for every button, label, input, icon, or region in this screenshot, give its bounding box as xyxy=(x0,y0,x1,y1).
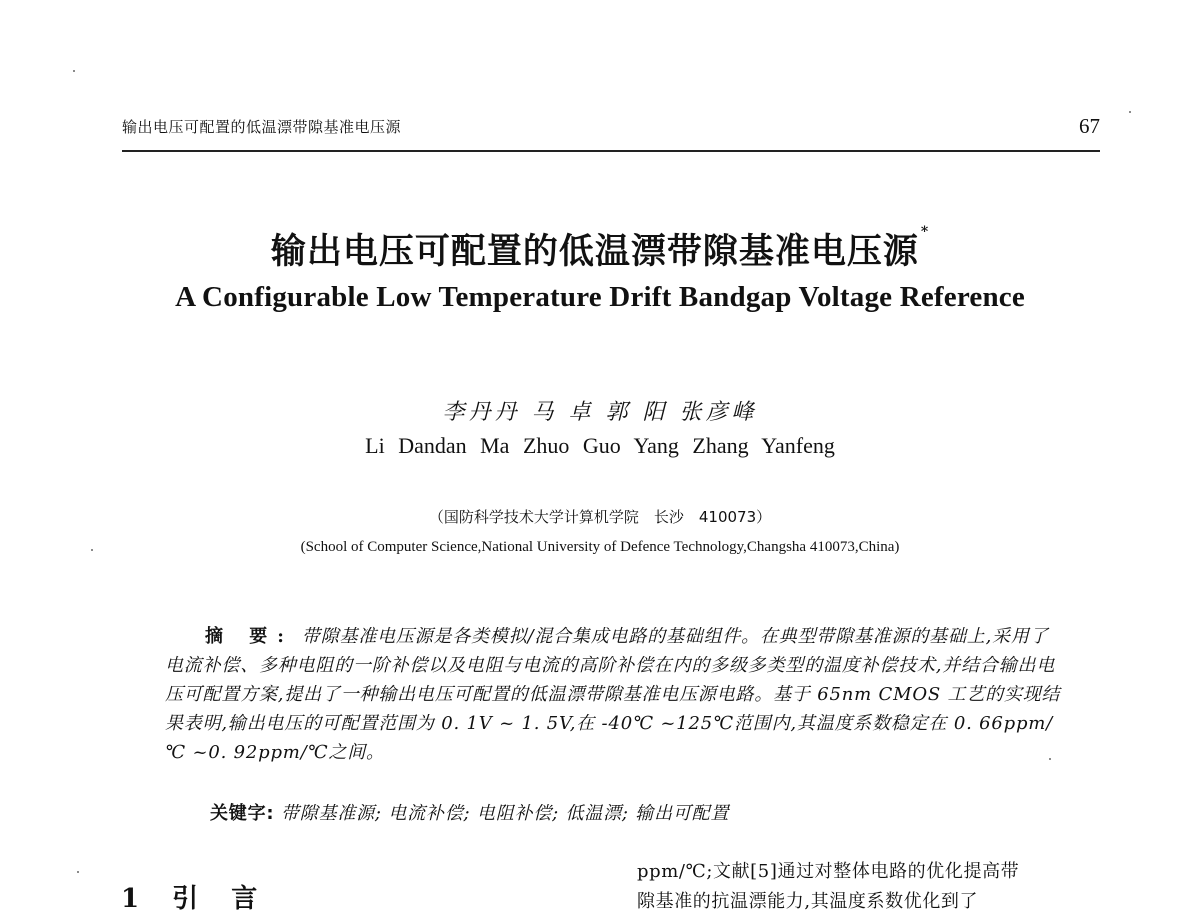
authors-english: Li Dandan Ma Zhuo Guo Yang Zhang Yanfeng xyxy=(365,433,835,458)
authors-chinese: 李丹丹 马 卓 郭 阳 张彦峰 xyxy=(442,400,758,425)
page-number: 67 xyxy=(1079,114,1100,138)
affiliation-chinese: （国防科学技术大学计算机学院 长沙 410073） xyxy=(428,508,772,526)
right-column-text xyxy=(637,857,1087,917)
keywords-body: 带隙基准源; 电流补偿; 电阻补偿; 低温漂; 输出可配置 xyxy=(280,803,730,824)
keywords xyxy=(210,799,1070,825)
scan-speck xyxy=(77,871,79,873)
paper-title-chinese xyxy=(0,224,1200,274)
abstract xyxy=(165,622,1067,767)
affiliation-english: (School of Computer Science,National University of Defence Technology,Changsha 410073,China) xyxy=(300,539,900,555)
abstract-body: 带隙基准电压源是各类模拟/混合集成电路的基础组件。在典型带隙基准源的基础上,采用了电流补偿、多种电阻的一阶补偿以及电阻与电流的高阶补偿在内的多级多类型的温度补偿技术,并结合输出电压可配置方案,提出了一种输出电压可配置的低温漂带隙基准电压源电路。基于 65nm CMOS 工艺的实现结果表明,输出电压的可配置范围为 0. 1V ~ 1. 5V,在 -40℃ ~125℃范围内,其温度系数稳定在 0. 66ppm/℃ ~0. 92ppm/℃之间。 xyxy=(165,626,1061,763)
abstract-label: 摘 要: xyxy=(205,626,294,647)
running-title: 输出电压可配置的低温漂带隙基准电压源 xyxy=(122,118,402,136)
paper-title-chinese-text: 输出电压可配置的低温漂带隙基准电压源 xyxy=(270,231,919,272)
scan-speck xyxy=(73,70,75,72)
scan-speck xyxy=(1049,758,1051,760)
paper-title-english: A Configurable Low Temperature Drift Bandgap Voltage Reference xyxy=(175,281,1025,313)
keywords-label: 关键字: xyxy=(210,803,275,824)
scan-speck xyxy=(91,549,93,551)
right-column-line: ppm/℃;文献[5]通过对整体电路的优化提高带 xyxy=(637,861,1020,882)
section-heading-introduction: 1 引 言 xyxy=(121,884,270,914)
right-column-line: 隙基准的抗温漂能力,其温度系数优化到了 xyxy=(637,891,979,912)
running-header xyxy=(122,116,1100,152)
title-footnote-marker: * xyxy=(920,224,930,240)
scan-speck xyxy=(1129,111,1131,113)
